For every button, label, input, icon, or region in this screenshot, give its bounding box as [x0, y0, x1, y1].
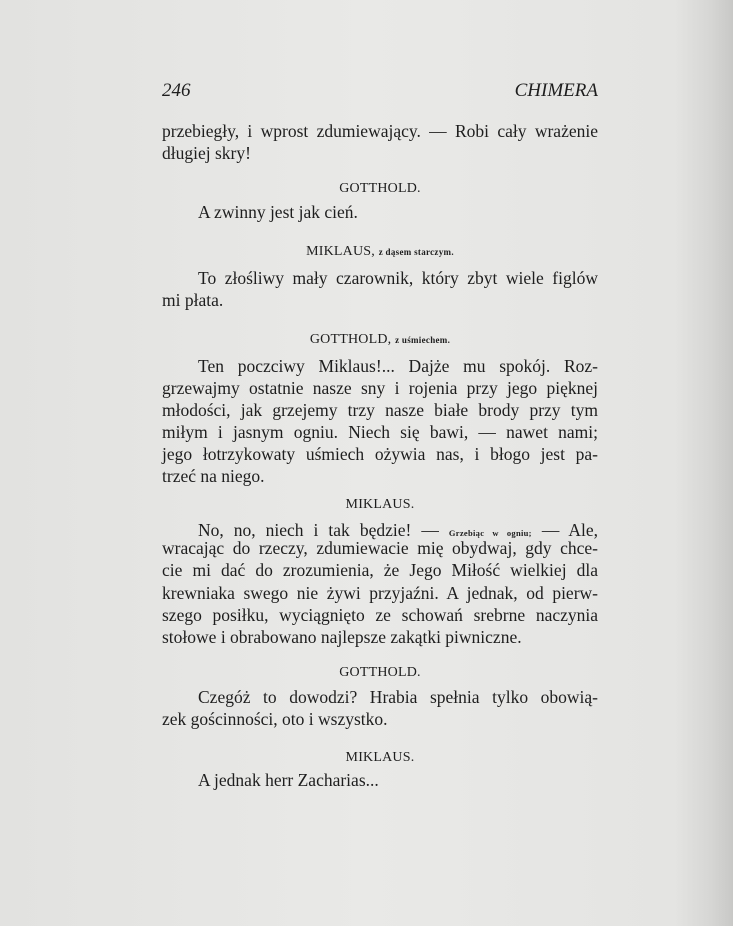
speaker-heading: [162, 329, 598, 351]
speaker-name: GOTTHOLD.: [339, 181, 421, 196]
speaker-name: MIKLAUS.: [345, 497, 415, 512]
text-line: trzeć na niego.: [162, 466, 265, 486]
text-line: krewniaka swego nie żywi przyjaźni. A jednak, od pierw-: [162, 583, 598, 603]
text-line: jego łotrzykowaty uśmiech ożywia nas, i błogo jest pa-: [162, 444, 598, 464]
text-line: długiej skry!: [162, 143, 251, 163]
text-line: A jednak herr Zacharias...: [198, 770, 379, 790]
text-line: mi płata.: [162, 290, 224, 310]
text-line: grzewajmy ostatnie nasze sny i rojenia przy jego pięknej: [162, 378, 598, 398]
speaker-heading: [162, 241, 598, 263]
text-line: Ten poczciwy Miklaus!... Dajże mu spokój. Roz-: [198, 356, 598, 376]
speaker-name: MIKLAUS,: [306, 244, 375, 259]
text-fragment: — Ale,: [541, 520, 598, 540]
text-line: wracając do rzeczy, zdumiewacie mię obydwaj, gdy chce-: [162, 538, 598, 558]
text-line: A zwinny jest jak cień.: [198, 202, 358, 222]
text-line: zek gościnności, oto i wszystko.: [162, 709, 388, 729]
text-line: Czegóż to dowodzi? Hrabia spełnia tylko obowią-: [198, 687, 598, 707]
stage-direction: z uśmiechem.: [395, 335, 451, 345]
stage-direction: Grzebiąc w ogniu;: [448, 528, 532, 538]
text-line: przebiegły, i wprost zdumiewający. — Robi cały wrażenie: [162, 121, 598, 141]
text-line: To złośliwy mały czarownik, który zbyt wiele figlów: [198, 268, 598, 288]
running-title: CHIMERA: [514, 80, 598, 101]
text-fragment: No, no, niech i tak będzie! —: [198, 520, 439, 540]
text-line: stołowe i obrabowano najlepsze zakątki piwniczne.: [162, 627, 522, 647]
speaker-name: MIKLAUS.: [345, 750, 415, 765]
text-line: młodości, jak grzejemy trzy nasze białe brody przy tym: [162, 400, 598, 420]
speaker-name: GOTTHOLD.: [339, 665, 421, 680]
text-line: miłym i jasnym ogniu. Niech się bawi, — nawet nami;: [162, 422, 598, 442]
page-number: 246: [162, 80, 191, 101]
stage-direction: z dąsem starczym.: [378, 247, 454, 257]
text-line: szego posiłku, wyciągnięto ze schowań srebrne naczynia: [162, 605, 598, 625]
speaker-name: GOTTHOLD,: [309, 332, 392, 347]
text-line: cie mi dać do zrozumienia, że Jego Miłość wielkiej dla: [162, 560, 598, 580]
